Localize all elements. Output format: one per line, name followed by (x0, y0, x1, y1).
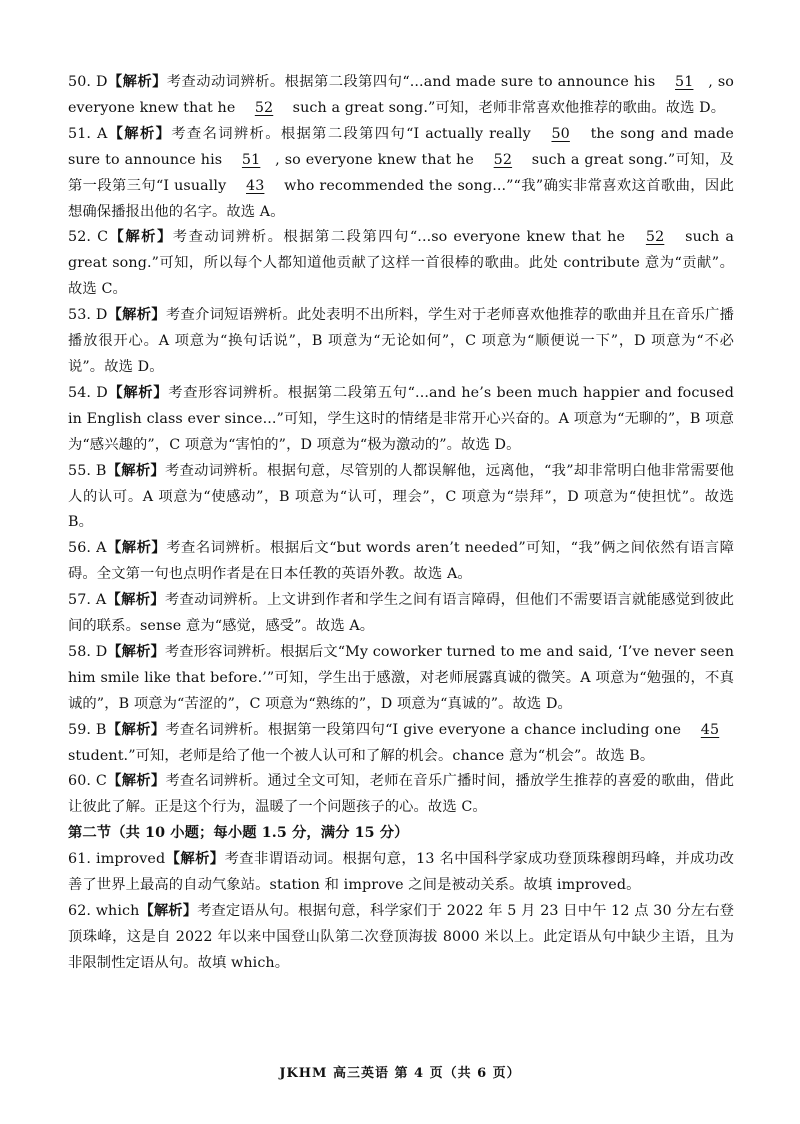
answer-blank: 43 (246, 177, 265, 194)
explanation-paragraph (68, 225, 734, 303)
explanation-paragraph (68, 899, 734, 977)
page-footer: JKHM 高三英语 第 4 页（共 6 页） (279, 1066, 521, 1081)
analysis-tag: 【解析】 (106, 592, 165, 609)
explanation-text: 考查定语从句。根据句意，科学家们于 2022 年 5 月 23 日中午 12 点 30 分左右登顶珠峰，这是自 2022 年以来中国登山队第二次登顶海拔 8000 米以上。此定语从句中缺少主语，且为非限制性定语从句。故填 which。 (68, 903, 734, 971)
explanation-text: 57. A (68, 592, 107, 609)
explanation-text: 考查动动词辨析。根据第二段第四句“...and made sure to announce his (166, 74, 661, 90)
analysis-tag: 【解析】 (106, 773, 166, 790)
explanation-text: the song and made sure to announce his (68, 125, 734, 168)
analysis-tag: 【解析】 (107, 643, 165, 660)
explanation-paragraph (68, 718, 734, 770)
analysis-tag: 【解析】 (107, 74, 167, 90)
explanation-text: 考查形容词辨析。根据第二段第五句“...and he’s been much happier and focused in English class ever since...”可知，学生这时的情绪是非常开心兴奋的。A 项意为“无聊的”，B 项意为“感兴趣的”，C 项意为“害怕的”，D 项意为“极为激动的”。故选 D。 (68, 384, 734, 453)
answer-blank: 45 (700, 721, 720, 738)
explanation-text: 考查动词辨析。上文讲到作者和学生之间有语言障碍，但他们不需要语言就能感觉到彼此间的联系。sense 意为“感觉，感受”。故选 A。 (68, 592, 734, 635)
analysis-tag: 【解析】 (106, 721, 166, 738)
analysis-tag: 【解析】 (165, 851, 225, 868)
explanation-paragraph (68, 70, 734, 122)
analysis-tag: 【解析】 (106, 462, 165, 479)
answer-blank: 51 (241, 151, 261, 168)
explanation-text: 考查形容词辨析。根据后文“My coworker turned to me and said, ‘I’ve never seen him smile like that before.’”可知，学生出于感激，对老师展露真诚的微笑。A 项意为“勉强的，不真诚的”，B 项意为“苦涩的”，C 项意为“熟练的”，D 项意为“真诚的”。故选 D。 (68, 643, 735, 712)
answer-blank: 52 (254, 99, 274, 116)
explanation-text: , so everyone knew that he (68, 74, 734, 116)
explanation-paragraph (68, 122, 734, 226)
explanation-text: 考查名词辨析。通过全文可知，老师在音乐广播时间，播放学生推荐的喜爱的歌曲，借此让彼此了解。正是这个行为，温暖了一个问题孩子的心。故选 C。 (68, 773, 734, 816)
explanation-text: 考查介词短语辨析。此处表明不出所料，学生对于老师喜欢他推荐的歌曲并且在音乐广播播放很开心。A 项意为“换句话说”，B 项意为“无论如何”，C 项意为“顺便说一下”，D 项意为“不必说”。故选 D。 (68, 307, 734, 375)
explanation-paragraph (68, 821, 734, 847)
answer-blank: 51 (675, 74, 694, 90)
answer-explanations (68, 70, 734, 977)
explanation-text: 56. A (68, 540, 107, 557)
explanation-text: 60. C (68, 773, 107, 790)
explanation-text: , so everyone knew that he (275, 151, 479, 168)
explanation-text: 52. C (68, 229, 109, 246)
explanation-text: 54. D (68, 384, 108, 401)
explanation-text: student.”可知，老师是给了他一个被人认可和了解的机会。chance 意为“机会”。故选 B。 (68, 747, 655, 764)
explanation-paragraph (68, 303, 734, 381)
explanation-text: 50. D (68, 74, 108, 90)
analysis-tag: 【解析】 (108, 229, 173, 246)
explanation-text: 55. B (68, 462, 107, 479)
explanation-text: 考查名词辨析。根据第二段第四句“I actually really (171, 125, 537, 142)
explanation-text: 考查动词辨析。根据句意，尽管别的人都误解他，远离他，“我”却非常明白他非常需要他人的认可。A 项意为“使感动”，B 项意为“认可，理会”，C 项意为“崇拜”，D 项意为“使担忧”。故选 B。 (68, 462, 734, 531)
explanation-text: 考查名词辨析。根据后文“but words aren’t needed”可知，“我”俩之间依然有语言障碍。全文第一句也点明作者是在日本任教的英语外教。故选 A。 (68, 540, 735, 583)
analysis-tag: 【解析】 (107, 307, 166, 324)
answer-blank: 52 (645, 229, 665, 246)
explanation-text: 51. A (68, 125, 108, 142)
explanation-paragraph (68, 381, 734, 459)
explanation-text: 考查动词辨析。根据第二段第四句“...so everyone knew that he (172, 229, 632, 246)
explanation-text: such a great song.”可知，所以每个人都知道他贡献了这样一首很棒的歌曲。此处 contribute 意为“贡献”。故选 C。 (68, 229, 734, 298)
explanation-text: 考查非谓语动词。根据句意，13 名中国科学家成功登顶珠穆朗玛峰，并成功改善了世界上最高的自动气象站。station 和 improve 之间是被动关系。故填 improved。 (68, 851, 734, 894)
explanation-text: 考查名词辨析。根据第一段第四句“I give everyone a chance including one (165, 721, 686, 738)
analysis-tag: 【解析】 (107, 125, 172, 142)
explanation-paragraph (68, 769, 734, 821)
explanation-text: such a great song.”可知，老师非常喜欢他推荐的歌曲。故选 D。 (288, 99, 726, 116)
analysis-tag: 【解析】 (139, 903, 198, 919)
analysis-tag: 【解析】 (107, 384, 169, 401)
explanation-text: 59. B (68, 721, 107, 738)
explanation-paragraph (68, 459, 734, 537)
answer-blank: 52 (493, 151, 513, 168)
explanation-paragraph (68, 536, 734, 588)
explanation-text: 53. D (68, 307, 108, 324)
explanation-paragraph (68, 588, 734, 640)
explanation-paragraph (68, 640, 734, 718)
explanation-text: 61. improved (68, 851, 166, 868)
explanation-text: 58. D (68, 643, 108, 660)
explanation-text: 62. which (68, 903, 140, 919)
analysis-tag: 【解析】 (106, 540, 167, 557)
explanation-text: who recommended the song...”“我”确实非常喜欢这首歌曲，因此想确保播报出他的名字。故选 A。 (68, 177, 734, 220)
explanation-paragraph (68, 847, 734, 899)
answer-blank: 50 (551, 125, 570, 142)
explanation-text: such a great song.”可知，及第一段第三句“I usually (68, 151, 734, 194)
section-title: 第二节（共 10 小题；每小题 1.5 分，满分 15 分） (68, 825, 409, 842)
